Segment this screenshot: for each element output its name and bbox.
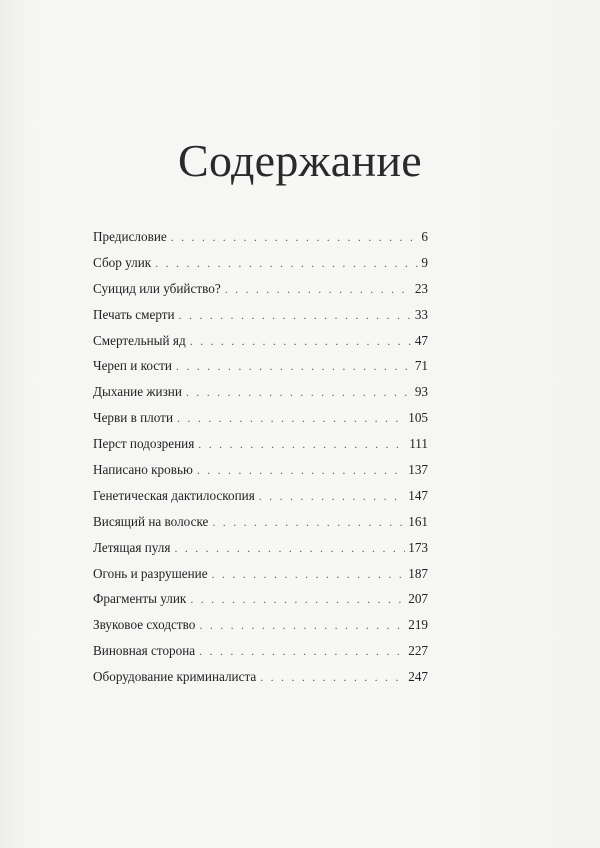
dot-leader xyxy=(198,437,406,452)
toc-entry xyxy=(93,384,428,410)
dot-leader xyxy=(186,385,412,400)
toc-entry-title: Черви в плоти xyxy=(93,410,174,426)
toc-entry-title: Висящий на волоске xyxy=(93,513,209,529)
dot-leader xyxy=(179,308,412,323)
toc-entry-title: Суицид или убийство? xyxy=(93,280,221,296)
dot-leader xyxy=(177,411,405,426)
dot-leader xyxy=(171,230,419,245)
toc-entry-page: 247 xyxy=(408,669,428,685)
toc-entry xyxy=(93,436,428,462)
toc-entry-page: 6 xyxy=(421,229,428,244)
toc-entry xyxy=(93,255,428,281)
toc-entry xyxy=(93,488,428,514)
toc-entry-title: Предисловие xyxy=(93,229,167,244)
toc-entry-title: Перст подозрения xyxy=(93,436,195,452)
toc-entry-page: 93 xyxy=(414,384,428,400)
toc-entry xyxy=(93,462,428,488)
toc-entry-title: Огонь и разрушение xyxy=(93,565,208,581)
toc-entry xyxy=(93,358,428,384)
toc-entry-page: 207 xyxy=(408,591,428,607)
toc-entry xyxy=(93,514,428,540)
toc-entry-page: 227 xyxy=(408,643,428,659)
page-title: Содержание xyxy=(177,135,423,186)
toc-entry-page: 147 xyxy=(408,487,428,503)
toc-entry-title: Фрагменты улик xyxy=(93,591,187,607)
dot-leader xyxy=(190,334,412,349)
toc-entry-title: Сбор улик xyxy=(93,254,152,270)
toc-entry-page: 187 xyxy=(408,565,428,581)
toc-entry-page: 173 xyxy=(408,539,428,555)
dot-leader xyxy=(260,670,405,685)
dot-leader xyxy=(199,618,405,633)
toc-entry xyxy=(93,281,428,307)
dot-leader xyxy=(155,256,418,271)
toc-entry-page: 137 xyxy=(408,462,428,478)
toc-entry xyxy=(93,617,428,643)
toc-entry xyxy=(93,669,428,695)
toc-entry-title: Летящая пуля xyxy=(93,539,171,555)
dot-leader xyxy=(212,515,405,530)
dot-leader xyxy=(259,489,405,504)
table-of-contents xyxy=(93,229,428,695)
toc-entry-title: Оборудование криминалиста xyxy=(93,669,257,685)
toc-entry xyxy=(93,307,428,333)
toc-entry-page: 47 xyxy=(414,332,428,348)
dot-leader xyxy=(212,567,406,582)
toc-entry-page: 161 xyxy=(408,513,428,529)
toc-entry-title: Виновная сторона xyxy=(93,643,196,659)
toc-entry-page: 111 xyxy=(409,436,428,452)
dot-leader xyxy=(190,592,405,607)
toc-entry-title: Череп и кости xyxy=(93,358,172,374)
toc-entry xyxy=(93,643,428,669)
dot-leader xyxy=(197,463,405,478)
toc-entry-title: Звуковое сходство xyxy=(93,617,196,633)
toc-entry xyxy=(93,410,428,436)
toc-entry xyxy=(93,591,428,617)
toc-entry-page: 33 xyxy=(414,306,428,322)
toc-entry-title: Генетическая дактилоскопия xyxy=(93,487,255,503)
toc-entry xyxy=(93,566,428,592)
toc-entry xyxy=(93,540,428,566)
toc-entry-title: Дыхание жизни xyxy=(93,384,182,400)
toc-entry-page: 9 xyxy=(421,254,428,270)
toc-entry-title: Написано кровью xyxy=(93,462,193,478)
toc-entry-page: 23 xyxy=(414,280,428,296)
toc-entry-page: 219 xyxy=(408,617,428,633)
dot-leader xyxy=(225,282,412,297)
toc-entry-title: Смертельный яд xyxy=(93,332,186,348)
toc-entry xyxy=(93,229,428,255)
dot-leader xyxy=(176,359,412,374)
toc-entry-page: 105 xyxy=(408,410,428,426)
toc-entry-title: Печать смерти xyxy=(93,306,175,322)
dot-leader xyxy=(174,541,405,556)
toc-entry-page: 71 xyxy=(414,358,428,374)
dot-leader xyxy=(199,644,405,659)
toc-entry xyxy=(93,333,428,359)
